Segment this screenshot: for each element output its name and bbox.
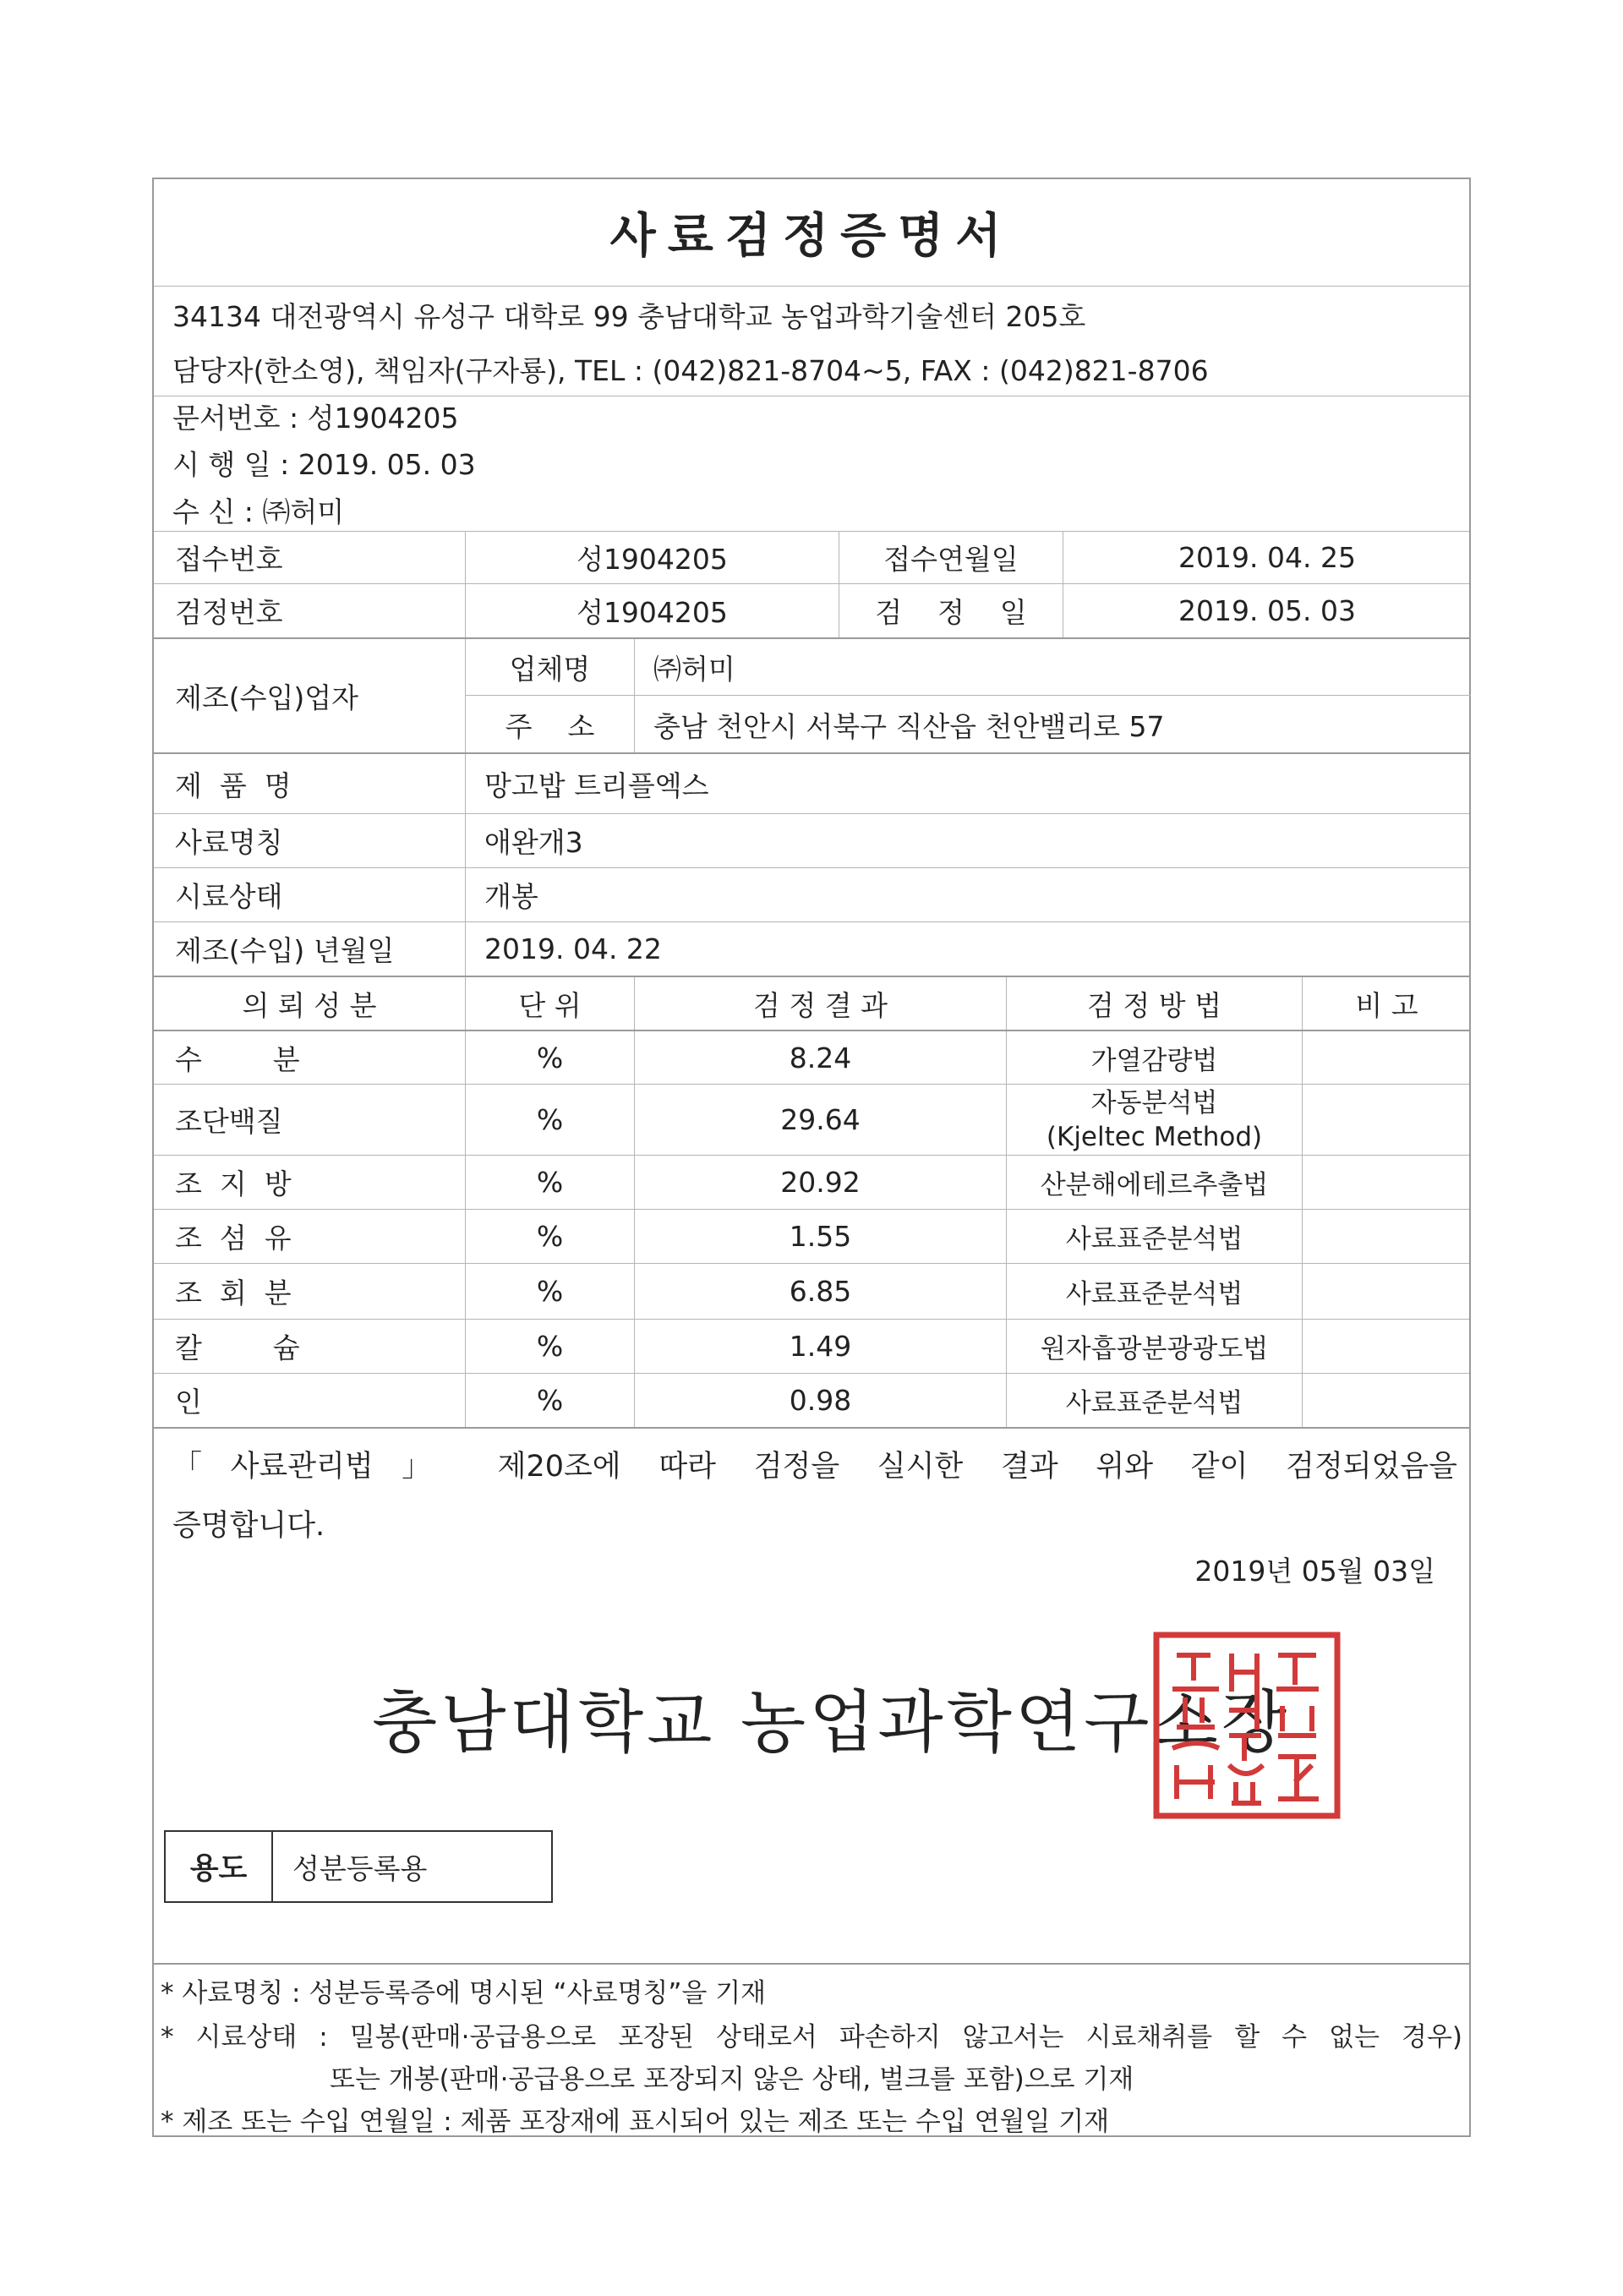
result-value: 1.55 xyxy=(634,1210,1006,1263)
component-name: 칼 슘 xyxy=(175,1331,300,1364)
statement-line1: 「사료관리법」 제20조에 따라 검정을 실시한 결과 위와 같이 검정되었음을 xyxy=(172,1450,1457,1484)
certification-date: 2019년 05월 03일 xyxy=(1194,1555,1435,1588)
footnotes-block xyxy=(154,1963,1469,2137)
method-line2: (Kjeltec Method) xyxy=(1046,1121,1263,1152)
result-value: 8.24 xyxy=(634,1031,1006,1084)
result-value: 6.85 xyxy=(634,1264,1006,1319)
issue-date: 시 행 일 : 2019. 05. 03 xyxy=(172,448,476,481)
result-value: 20.92 xyxy=(634,1156,1006,1209)
test-method xyxy=(1006,1085,1302,1155)
doc-info-block xyxy=(154,396,1469,531)
footnote-feed-name: * 사료명칭 : 성분등록증에 명시된 “사료명칭”을 기재 xyxy=(161,1978,767,2009)
header-component: 의 뢰 성 분 xyxy=(242,988,377,1022)
company-address-value: 충남 천안시 서북구 직산읍 천안밸리로 57 xyxy=(634,695,1471,754)
unit: % xyxy=(465,1031,634,1084)
footnote-sample-state-line1: * 시료상태 : 밀봉(판매·공급용으로 포장된 상태로서 파손하지 않고서는 시료채취를 할 수 없는 경우) xyxy=(161,2022,1462,2053)
receipt-no-label: 접수번호 xyxy=(175,543,283,576)
header-unit: 단 위 xyxy=(465,977,634,1030)
doc-number: 문서번호 : 성1904205 xyxy=(172,402,459,435)
feed-name-row xyxy=(154,813,1469,867)
remark xyxy=(1302,1320,1471,1373)
header-method: 검 정 방 법 xyxy=(1006,977,1302,1030)
certificate-document xyxy=(152,178,1471,2137)
component-name: 조 회 분 xyxy=(175,1276,292,1309)
table-row xyxy=(154,1155,1469,1209)
remark xyxy=(1302,1210,1471,1263)
manufacturer-block xyxy=(154,637,1469,752)
receipt-date-label: 접수연월일 xyxy=(839,532,1063,583)
result-value: 0.98 xyxy=(634,1374,1006,1427)
result-value: 29.64 xyxy=(634,1085,1006,1155)
test-no-value: 성1904205 xyxy=(465,584,839,637)
mfg-date-value: 2019. 04. 22 xyxy=(465,922,1471,976)
usage-label: 용도 xyxy=(166,1832,273,1901)
unit: % xyxy=(465,1264,634,1319)
feed-name-label: 사료명칭 xyxy=(175,826,283,859)
receipt-no-value: 성1904205 xyxy=(465,532,839,583)
component-name: 조단백질 xyxy=(175,1105,283,1138)
organization-name: 충남대학교 농업과학연구소장 xyxy=(372,1683,1291,1762)
test-method: 사료표준분석법 xyxy=(1006,1210,1302,1263)
title-row xyxy=(154,179,1469,286)
recipient: 수 신 : ㈜허미 xyxy=(172,495,345,528)
sample-state-value: 개봉 xyxy=(465,868,1471,921)
product-name-value: 망고밥 트리플엑스 xyxy=(465,754,1471,813)
remark xyxy=(1302,1085,1471,1155)
certification-statement xyxy=(172,1437,1457,1555)
footnote-mfg-date: * 제조 또는 수입 연월일 : 제품 포장재에 표시되어 있는 제조 또는 수입 연월일 기재 xyxy=(161,2107,1110,2137)
remark xyxy=(1302,1264,1471,1319)
method-line1: 자동분석법 xyxy=(1090,1087,1218,1118)
lab-address: 34134 대전광역시 유성구 대학로 99 충남대학교 농업과학기술센터 205호 xyxy=(172,300,1086,333)
product-name-label: 제 품 명 xyxy=(175,768,292,802)
component-name: 인 xyxy=(175,1386,202,1419)
mfg-date-row xyxy=(154,921,1469,976)
header-result: 검 정 결 과 xyxy=(634,977,1006,1030)
unit: % xyxy=(465,1320,634,1373)
company-label: 업체명 xyxy=(465,639,634,695)
table-row xyxy=(154,1319,1469,1373)
receipt-row xyxy=(154,531,1469,583)
certification-block xyxy=(154,1427,1469,1963)
usage-value: 성분등록용 xyxy=(292,1851,428,1885)
document-title: 사료검정증명서 xyxy=(609,209,1014,264)
test-date-label: 검 정 일 xyxy=(839,584,1063,637)
address-label: 주 소 xyxy=(465,695,634,754)
company-value: ㈜허미 xyxy=(634,639,1471,695)
unit: % xyxy=(465,1156,634,1209)
test-method: 사료표준분석법 xyxy=(1006,1374,1302,1427)
test-method: 가열감량법 xyxy=(1006,1031,1302,1084)
remark xyxy=(1302,1374,1471,1427)
test-date-value: 2019. 05. 03 xyxy=(1063,584,1471,637)
table-row xyxy=(154,1030,1469,1084)
table-row xyxy=(154,1084,1469,1155)
header-block xyxy=(154,286,1469,396)
receipt-date-value: 2019. 04. 25 xyxy=(1063,532,1471,583)
results-header-row xyxy=(154,976,1469,1030)
remark xyxy=(1302,1031,1471,1084)
table-row xyxy=(154,1209,1469,1263)
footnote-sample-state xyxy=(161,2015,1462,2053)
product-name-row xyxy=(154,752,1469,813)
seal-glyphs xyxy=(1172,1654,1319,1803)
statement-line2: 증명합니다. xyxy=(172,1509,325,1543)
manufacturer-label: 제조(수입)업자 xyxy=(175,681,359,714)
component-name: 수 분 xyxy=(175,1042,300,1076)
sample-state-label: 시료상태 xyxy=(175,880,283,913)
mfg-date-label: 제조(수입) 년월일 xyxy=(175,934,395,967)
feed-name-value: 애완개3 xyxy=(465,814,1471,867)
result-value: 1.49 xyxy=(634,1320,1006,1373)
component-name: 조 섬 유 xyxy=(175,1222,292,1255)
test-method: 산분해에테르추출법 xyxy=(1006,1156,1302,1209)
test-method: 원자흡광분광광도법 xyxy=(1006,1320,1302,1373)
unit: % xyxy=(465,1085,634,1155)
header-note: 비 고 xyxy=(1302,977,1471,1030)
table-row xyxy=(154,1373,1469,1427)
usage-box xyxy=(164,1830,553,1903)
remark xyxy=(1302,1156,1471,1209)
lab-contact: 담당자(한소영), 책임자(구자룡), TEL : (042)821-8704~5, FAX : (042)821-8706 xyxy=(172,354,1209,387)
footnote-sample-state-line2: 또는 개봉(판매·공급용으로 포장되지 않은 상태, 벌크를 포함)으로 기재 xyxy=(330,2064,1134,2095)
unit: % xyxy=(465,1374,634,1427)
unit: % xyxy=(465,1210,634,1263)
component-name: 조 지 방 xyxy=(175,1167,292,1200)
official-seal xyxy=(1151,1630,1342,1821)
sample-state-row xyxy=(154,867,1469,921)
table-row xyxy=(154,1263,1469,1319)
test-method: 사료표준분석법 xyxy=(1006,1264,1302,1319)
test-row xyxy=(154,583,1469,637)
test-no-label: 검정번호 xyxy=(175,596,283,629)
